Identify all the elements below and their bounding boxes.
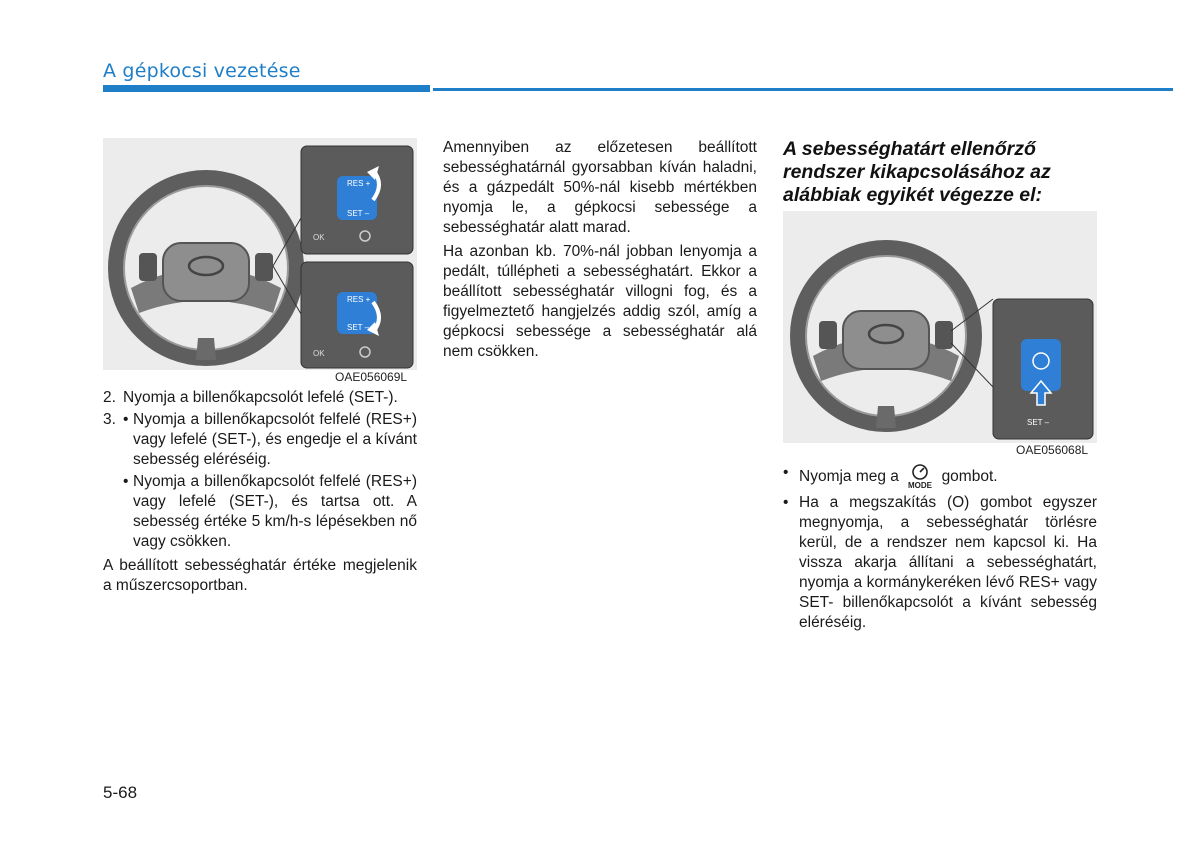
page-number: 5-68 <box>103 783 138 802</box>
closing-paragraph: A beállított sebességhatár értéke megjelenik a műszercsoportban. <box>103 557 417 594</box>
step-bullet: Nyomja a billenőkapcsolót felfelé (RES+) vagy lefelé (SET-), és tartsa ott. A sebesség értéke 5 km/h-s lépésekben nő vagy csökken. <box>133 473 417 550</box>
step-bullet: Nyomja a billenőkapcsolót felfelé (RES+) vagy lefelé (SET-), és engedje el a kívánt sebesség eléréséig. <box>133 411 417 468</box>
svg-text:SET –: SET – <box>347 323 370 332</box>
svg-text:MODE: MODE <box>908 481 933 489</box>
step-number: 2. <box>103 389 116 406</box>
figure-steering-wheel-set <box>103 138 417 370</box>
svg-text:OK: OK <box>313 349 325 358</box>
step-2 <box>103 388 417 408</box>
header-rule-thin <box>433 88 1173 91</box>
chapter-title: A gépkocsi vezetése <box>103 60 301 82</box>
svg-text:RES +: RES + <box>347 295 371 304</box>
paragraph: Amennyiben az előzetesen beállított sebességhatárnál gyorsabban kíván haladni, és a gázpedált 50%-nál kisebb mértékben nyomja le, a gépkocsi sebessége a sebességhatár alatt marad. <box>443 139 757 236</box>
right-column <box>783 463 1097 637</box>
steering-wheel-illustration <box>103 138 417 370</box>
figure-caption: OAE056068L <box>1016 443 1089 457</box>
header-rule-thick <box>103 85 430 92</box>
set-label: SET – <box>1027 418 1050 427</box>
middle-column <box>443 138 757 362</box>
paragraph: Ha azonban kb. 70%-nál jobban lenyomja a pedált, túllépheti a sebességhatárt. Ekkor a beállított sebességhatár villogni fog, és a figyelmeztető hangjelzés addig szól, amíg a gépkocsi sebessége a sebességhatár alá nem csökken. <box>443 243 757 360</box>
mode-gauge-icon <box>903 463 937 489</box>
svg-text:SET –: SET – <box>347 209 370 218</box>
step-number: 3. <box>103 411 116 428</box>
svg-text:OK: OK <box>313 233 325 242</box>
left-column <box>103 388 417 596</box>
step-3: 3. • Nyomja a billenőkapcsolót felfelé (RES+) vagy lefelé (SET-), és engedje el a kívánt sebesség eléréséig. <box>103 411 417 468</box>
step-text: Nyomja a billenőkapcsolót lefelé (SET-). <box>123 389 398 406</box>
section-heading: A sebességhatárt ellenőrző rendszer kikapcsolásához az alábbiak egyikét végezze el: <box>783 138 1051 206</box>
steering-wheel-illustration <box>783 211 1097 443</box>
list-item: • Nyomja meg a MODE gombot. <box>783 464 998 489</box>
figure-steering-wheel-mode <box>783 211 1097 443</box>
step-3-bullet-2: • Nyomja a billenőkapcsolót felfelé (RES+) vagy lefelé (SET-), és tartsa ott. A sebesség értéke 5 km/h-s lépésekben nő vagy csökken. <box>123 473 417 550</box>
figure-caption: OAE056069L <box>335 370 408 384</box>
list-item: • Ha a megszakítás (O) gombot egyszer megnyomja, a sebességhatár törlésre kerül, de a rendszer nem kapcsol ki. Ha vissza akarja állítani a sebességhatárt, nyomja a kormánykeréken lévő RES+ vagy SET- billenőkapcsolót a kívánt sebesség eléréséig. <box>783 494 1097 631</box>
svg-text:RES +: RES + <box>347 179 371 188</box>
